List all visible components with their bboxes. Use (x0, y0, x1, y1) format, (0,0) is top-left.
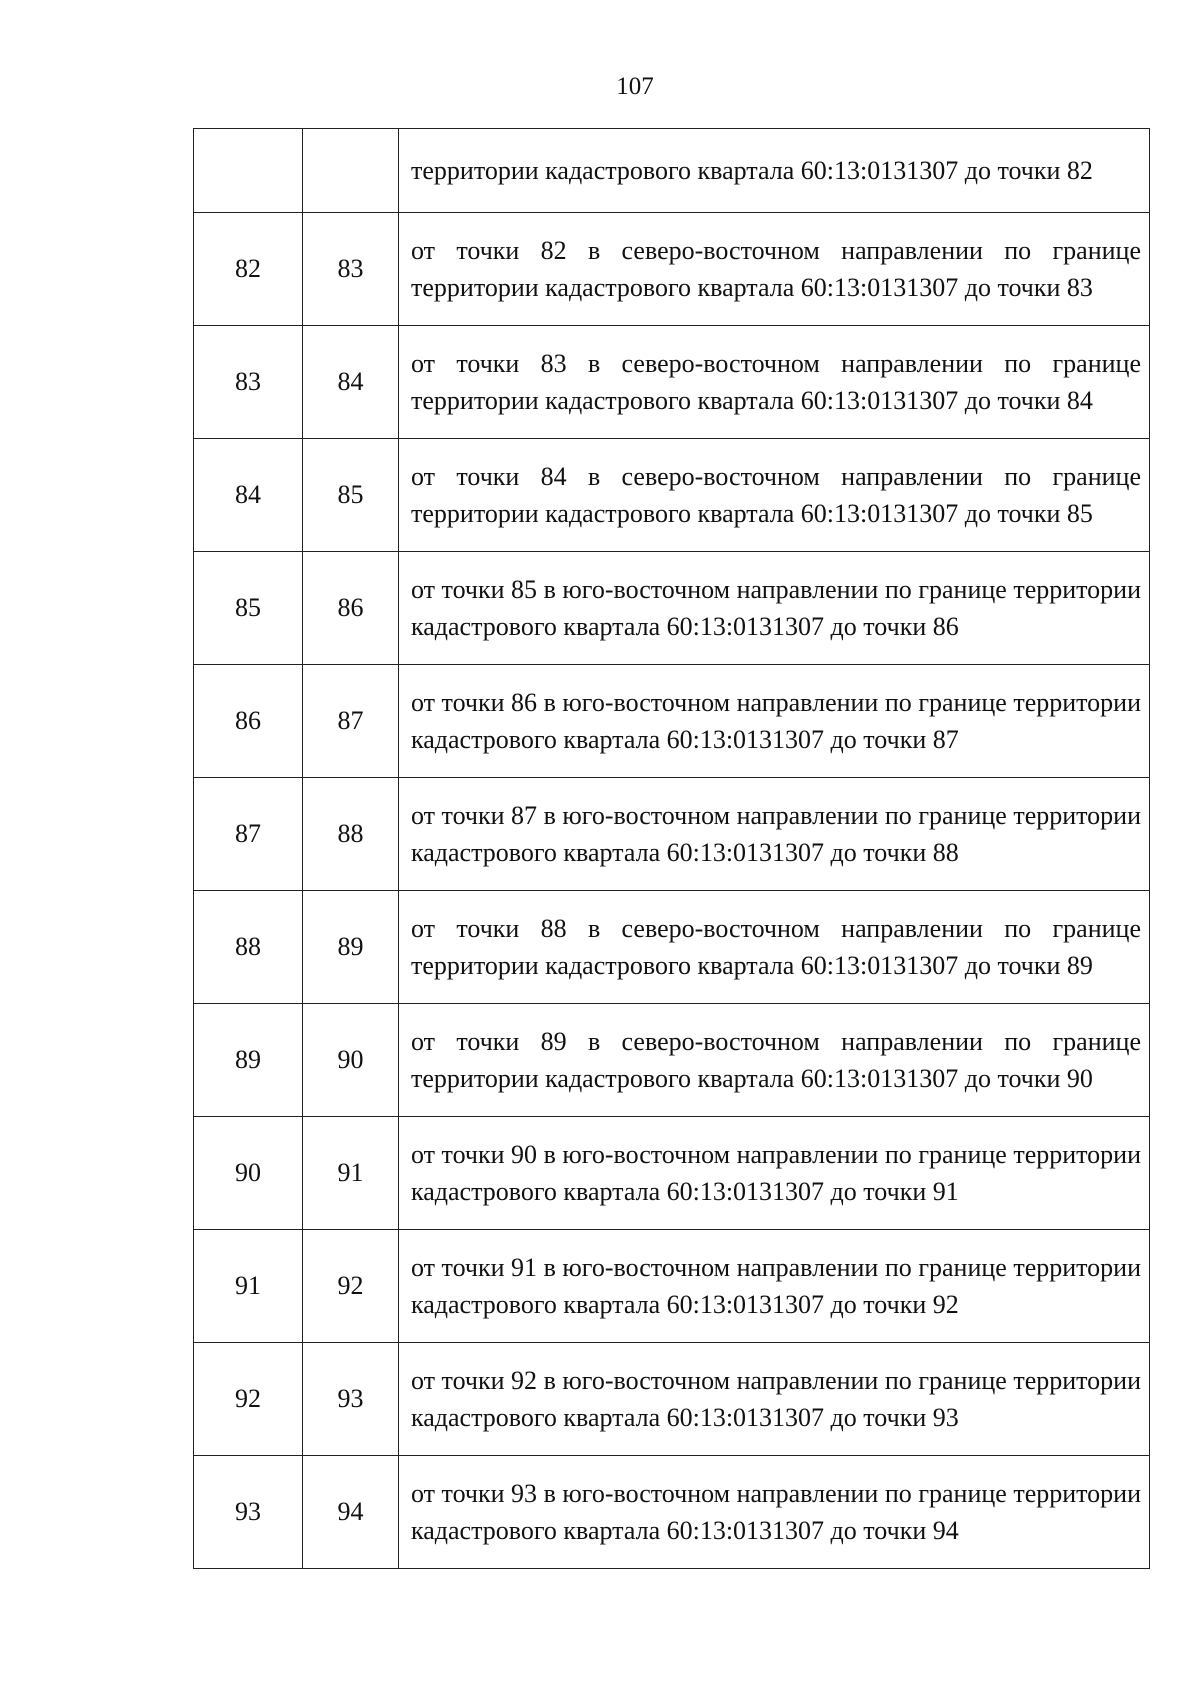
description-cell: от точки 82 в северо-восточном направлении по границе территории кадастрового квартала 60:13:0131307 до точки 83 (399, 213, 1150, 326)
page-number: 107 (616, 73, 654, 100)
table-row (194, 326, 1150, 439)
table-row (194, 439, 1150, 552)
to-point-cell: 92 (303, 1230, 399, 1343)
from-point-cell: 93 (194, 1456, 303, 1569)
table-row (194, 1004, 1150, 1117)
from-point-cell: 85 (194, 552, 303, 665)
table-row (194, 1230, 1150, 1343)
to-point-cell: 93 (303, 1343, 399, 1456)
description-cell: от точки 85 в юго-восточном направлении по границе территории кадастрового квартала 60:13:0131307 до точки 86 (399, 552, 1150, 665)
to-point-cell: 87 (303, 665, 399, 778)
from-point-cell: 87 (194, 778, 303, 891)
from-point-cell: 89 (194, 1004, 303, 1117)
from-point-cell: 82 (194, 213, 303, 326)
to-point-cell: 89 (303, 891, 399, 1004)
description-cell: от точки 88 в северо-восточном направлении по границе территории кадастрового квартала 60:13:0131307 до точки 89 (399, 891, 1150, 1004)
from-point-cell: 84 (194, 439, 303, 552)
description-cell: от точки 91 в юго-восточном направлении по границе территории кадастрового квартала 60:13:0131307 до точки 92 (399, 1230, 1150, 1343)
to-point-cell: 84 (303, 326, 399, 439)
description-cell: от точки 87 в юго-восточном направлении по границе территории кадастрового квартала 60:13:0131307 до точки 88 (399, 778, 1150, 891)
to-point-cell: 90 (303, 1004, 399, 1117)
description-cell: от точки 89 в северо-восточном направлении по границе территории кадастрового квартала 60:13:0131307 до точки 90 (399, 1004, 1150, 1117)
table-row (194, 1117, 1150, 1230)
from-point-cell: 91 (194, 1230, 303, 1343)
from-point-cell (194, 129, 303, 213)
table-row (194, 129, 1150, 213)
boundary-table (193, 128, 1150, 1569)
description-cell: от точки 83 в северо-восточном направлении по границе территории кадастрового квартала 60:13:0131307 до точки 84 (399, 326, 1150, 439)
description-cell: территории кадастрового квартала 60:13:0131307 до точки 82 (399, 129, 1150, 213)
description-cell: от точки 84 в северо-восточном направлении по границе территории кадастрового квартала 60:13:0131307 до точки 85 (399, 439, 1150, 552)
description-cell: от точки 90 в юго-восточном направлении по границе территории кадастрового квартала 60:13:0131307 до точки 91 (399, 1117, 1150, 1230)
table-row (194, 552, 1150, 665)
description-cell: от точки 86 в юго-восточном направлении по границе территории кадастрового квартала 60:13:0131307 до точки 87 (399, 665, 1150, 778)
from-point-cell: 86 (194, 665, 303, 778)
description-cell: от точки 92 в юго-восточном направлении по границе территории кадастрового квартала 60:13:0131307 до точки 93 (399, 1343, 1150, 1456)
table-row (194, 891, 1150, 1004)
to-point-cell: 85 (303, 439, 399, 552)
to-point-cell: 83 (303, 213, 399, 326)
from-point-cell: 83 (194, 326, 303, 439)
description-cell: от точки 93 в юго-восточном направлении по границе территории кадастрового квартала 60:13:0131307 до точки 94 (399, 1456, 1150, 1569)
table-row (194, 665, 1150, 778)
table-row (194, 778, 1150, 891)
to-point-cell: 91 (303, 1117, 399, 1230)
boundary-table-body (194, 129, 1150, 1569)
table-row (194, 213, 1150, 326)
table-row (194, 1456, 1150, 1569)
from-point-cell: 90 (194, 1117, 303, 1230)
table-row (194, 1343, 1150, 1456)
from-point-cell: 88 (194, 891, 303, 1004)
to-point-cell (303, 129, 399, 213)
to-point-cell: 86 (303, 552, 399, 665)
to-point-cell: 88 (303, 778, 399, 891)
to-point-cell: 94 (303, 1456, 399, 1569)
from-point-cell: 92 (194, 1343, 303, 1456)
